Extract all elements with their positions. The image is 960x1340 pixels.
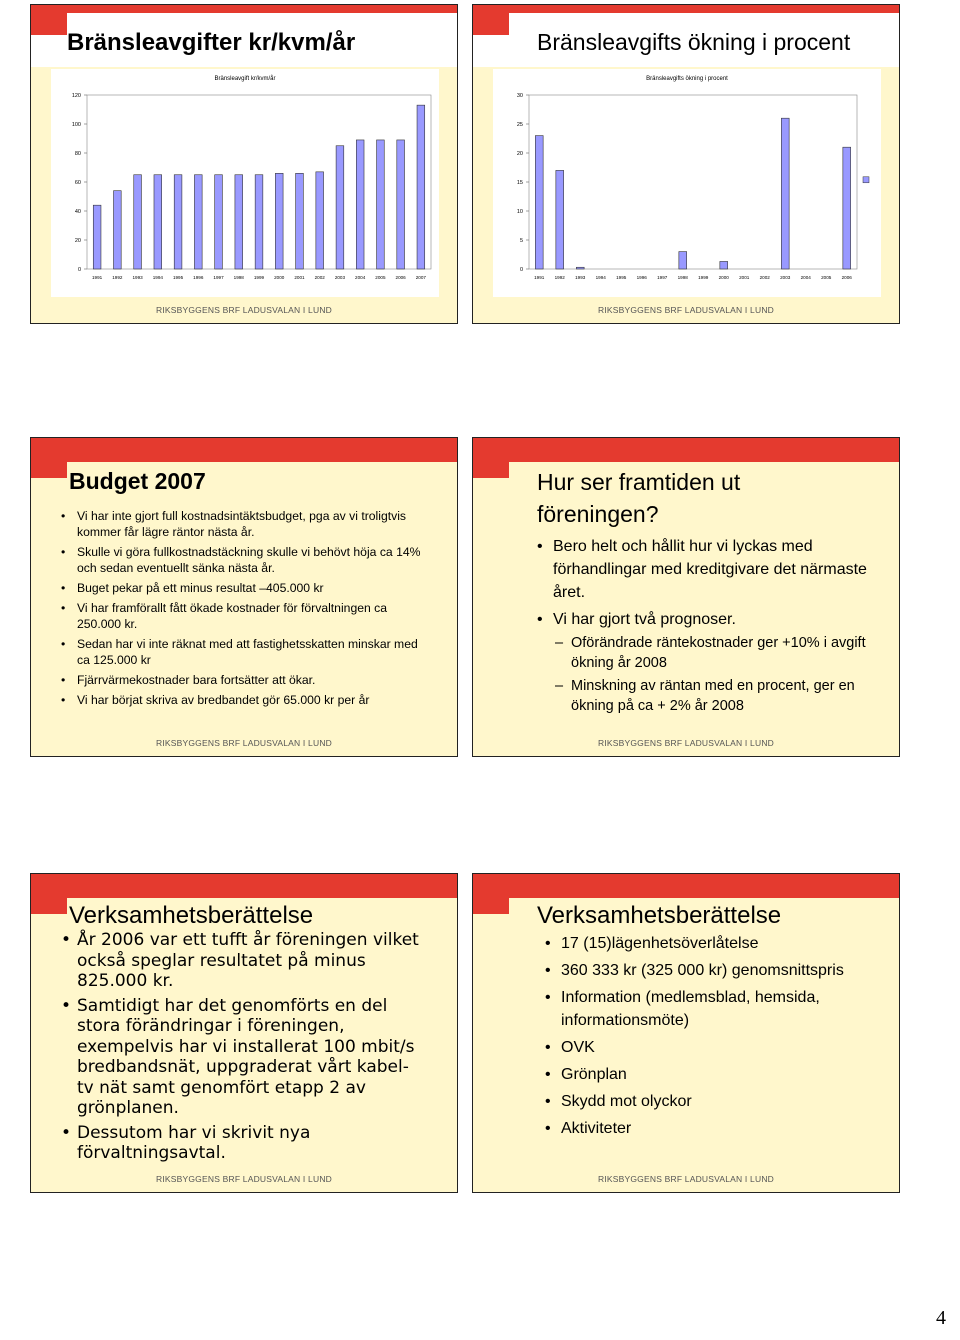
red-bar bbox=[473, 874, 899, 898]
y-tick-label: 40 bbox=[74, 209, 81, 215]
slide-fuel-increase bbox=[472, 4, 900, 324]
chart-area bbox=[51, 69, 439, 297]
bullet-list bbox=[59, 508, 429, 712]
x-tick-label: 1995 bbox=[172, 275, 184, 280]
y-tick-label: 20 bbox=[516, 151, 523, 157]
x-tick-label: 1991 bbox=[534, 275, 545, 280]
list-item: • Skulle vi göra fullkostnadstäckning skulle vi behövt höja ca 14% och sedan eventuellt sänka nästa år. bbox=[59, 544, 429, 576]
x-tick-label: 2000 bbox=[274, 275, 285, 280]
x-tick-label: 1999 bbox=[253, 275, 265, 280]
plot-area bbox=[529, 95, 857, 269]
slide-title: Bränsleavgifts ökning i procent bbox=[537, 29, 851, 55]
slide-footer: RIKSBYGGENS BRF LADUSVALAN I LUND bbox=[155, 738, 332, 748]
y-tick-label: 0 bbox=[77, 267, 81, 273]
slide-fuel-fee bbox=[30, 4, 458, 324]
red-bar bbox=[31, 874, 457, 898]
slide-footer: RIKSBYGGENS BRF LADUSVALAN I LUND bbox=[155, 1174, 332, 1184]
slide-title: Hur ser framtiden ut föreningen? bbox=[537, 469, 741, 527]
bar-2001 bbox=[296, 173, 304, 269]
list-item: • Skydd mot olyckor bbox=[543, 1090, 899, 1113]
bar-1995 bbox=[174, 175, 182, 269]
bar-1993 bbox=[576, 267, 584, 269]
bar-1994 bbox=[154, 175, 162, 269]
x-tick-label: 2006 bbox=[395, 275, 406, 280]
y-tick-label: 30 bbox=[516, 93, 523, 99]
slide-annual-report-1 bbox=[30, 873, 458, 1193]
bar-1998 bbox=[679, 252, 687, 269]
slide-footer: RIKSBYGGENS BRF LADUSVALAN I LUND bbox=[597, 305, 774, 315]
chart-title: Bränsleavgifts ökning i procent bbox=[646, 76, 728, 82]
list-item: • Buget pekar på ett minus resultat –405.000 kr bbox=[59, 580, 429, 596]
bar-1992 bbox=[114, 191, 122, 269]
bullet-list bbox=[543, 932, 899, 1140]
bar-2005 bbox=[377, 140, 385, 269]
x-tick-label: 2007 bbox=[415, 275, 426, 280]
x-tick-label: 1994 bbox=[595, 275, 606, 280]
slide-title: Verksamhetsberättelse bbox=[537, 902, 782, 929]
red-bar bbox=[473, 5, 899, 13]
bar-1998 bbox=[235, 175, 243, 269]
slide-future bbox=[472, 437, 900, 757]
slide-annual-report-2 bbox=[472, 873, 900, 1193]
x-tick-label: 1993 bbox=[132, 275, 143, 280]
chart-area bbox=[493, 69, 881, 297]
bar-2002 bbox=[316, 172, 324, 269]
chart-title: Bränsleavgift kr/kvm/år bbox=[214, 76, 276, 82]
x-tick-label: 2005 bbox=[375, 275, 386, 280]
x-tick-label: 1994 bbox=[152, 275, 163, 280]
slide-title: Verksamhetsberättelse bbox=[69, 902, 314, 929]
x-tick-label: 1996 bbox=[636, 275, 647, 280]
x-tick-label: 2004 bbox=[355, 275, 366, 280]
red-corner bbox=[473, 438, 509, 478]
legend-swatch bbox=[863, 177, 869, 183]
bar-2000 bbox=[275, 173, 283, 269]
red-bar bbox=[31, 5, 457, 13]
y-tick-label: 0 bbox=[519, 267, 523, 273]
x-tick-label: 1998 bbox=[677, 275, 688, 280]
list-item: • 17 (15)lägenhetsöverlåtelse bbox=[543, 932, 899, 955]
bar-2006 bbox=[843, 147, 851, 269]
bar-2003 bbox=[336, 146, 344, 269]
y-tick-label: 120 bbox=[71, 93, 81, 99]
list-item: • Sedan har vi inte räknat med att fastighetsskatten minskar med ca 125.000 kr bbox=[59, 636, 429, 668]
slide-footer: RIKSBYGGENS BRF LADUSVALAN I LUND bbox=[597, 738, 774, 748]
bar-1993 bbox=[134, 175, 142, 269]
list-item: • Samtidigt har det genomförts en del stora förändringar i föreningen, exempelvis har vi installerat 100 mbit/s bredbandsnät, uppgraderat vårt kabel-tv nät samt genomfört etapp 2 av grönplanen. bbox=[59, 996, 419, 1119]
red-corner bbox=[473, 874, 509, 914]
list-item: • År 2006 var ett tufft år föreningen vilket också speglar resultatet på minus 825.000 kr. bbox=[59, 930, 419, 992]
list-item: • Fjärrvärmekostnader bara fortsätter att ökar. bbox=[59, 672, 429, 688]
y-tick-label: 100 bbox=[71, 122, 81, 128]
x-tick-label: 1991 bbox=[92, 275, 103, 280]
y-tick-label: 5 bbox=[519, 238, 523, 244]
red-corner bbox=[31, 438, 67, 478]
x-tick-label: 2003 bbox=[334, 275, 346, 280]
list-item: • Bero helt och hållit hur vi lyckas med förhandlingar med kreditgivare det närmaste året. bbox=[535, 535, 885, 604]
bar-2000 bbox=[720, 261, 728, 269]
list-item: • Vi har gjort två prognoser. bbox=[535, 608, 885, 631]
red-bar bbox=[31, 438, 457, 462]
x-tick-label: 1999 bbox=[698, 275, 709, 280]
list-item: • Grönplan bbox=[543, 1063, 899, 1086]
slide-title: Bränsleavgifter kr/kvm/år bbox=[67, 29, 356, 56]
y-tick-label: 15 bbox=[516, 180, 523, 186]
x-tick-label: 1997 bbox=[657, 275, 668, 280]
x-tick-label: 2006 bbox=[841, 275, 852, 280]
bar-1999 bbox=[255, 175, 263, 269]
y-tick-label: 60 bbox=[74, 180, 81, 186]
bullet-list bbox=[535, 535, 885, 716]
bar-2003 bbox=[781, 118, 789, 269]
x-tick-label: 1996 bbox=[193, 275, 204, 280]
list-item: • Vi har inte gjort full kostnadsintäktsbudget, pga av vi troligtvis kommer får lägre räntor nästa år. bbox=[59, 508, 429, 540]
red-corner bbox=[31, 5, 67, 35]
fuel-fee-bar-chart bbox=[51, 69, 439, 297]
red-bar bbox=[473, 438, 899, 462]
y-tick-label: 20 bbox=[74, 238, 81, 244]
slide-title: Budget 2007 bbox=[69, 468, 206, 494]
list-item: • Dessutom har vi skrivit nya förvaltningsavtal. bbox=[59, 1123, 419, 1164]
slide-footer: RIKSBYGGENS BRF LADUSVALAN I LUND bbox=[155, 305, 332, 315]
x-tick-label: 1992 bbox=[554, 275, 565, 280]
list-item: • Aktiviteter bbox=[543, 1117, 899, 1140]
x-tick-label: 2005 bbox=[821, 275, 832, 280]
bar-1997 bbox=[215, 175, 223, 269]
x-tick-label: 2003 bbox=[780, 275, 791, 280]
x-tick-label: 2001 bbox=[739, 275, 750, 280]
fuel-increase-bar-chart bbox=[493, 69, 881, 297]
x-tick-label: 2004 bbox=[800, 275, 811, 280]
x-tick-label: 2002 bbox=[759, 275, 770, 280]
x-tick-label: 1995 bbox=[616, 275, 627, 280]
page-number: 4 bbox=[936, 1307, 946, 1329]
y-tick-label: 10 bbox=[516, 209, 523, 215]
bar-1991 bbox=[535, 136, 543, 269]
list-item: • 360 333 kr (325 000 kr) genomsnittspris bbox=[543, 959, 899, 982]
list-item: • Vi har framförallt fått ökade kostnader för förvaltningen ca 250.000 kr. bbox=[59, 600, 429, 632]
bar-2004 bbox=[356, 140, 364, 269]
y-tick-label: 25 bbox=[516, 122, 523, 128]
x-tick-label: 2002 bbox=[314, 275, 325, 280]
sub-list-item: – Oförändrade räntekostnader ger +10% i avgift ökning år 2008 bbox=[535, 633, 885, 673]
bar-1991 bbox=[93, 205, 101, 269]
x-tick-label: 1998 bbox=[233, 275, 244, 280]
list-item: • Vi har börjat skriva av bredbandet gör 65.000 kr per år bbox=[59, 692, 429, 708]
x-tick-label: 1997 bbox=[213, 275, 224, 280]
list-item: • Information (medlemsblad, hemsida, informationsmöte) bbox=[543, 986, 899, 1032]
list-item: • OVK bbox=[543, 1036, 899, 1059]
x-tick-label: 2000 bbox=[718, 275, 729, 280]
red-corner bbox=[31, 874, 67, 914]
x-tick-label: 1993 bbox=[575, 275, 586, 280]
x-tick-label: 2001 bbox=[294, 275, 305, 280]
bar-2006 bbox=[397, 140, 405, 269]
bar-1992 bbox=[556, 170, 564, 269]
bar-1996 bbox=[194, 175, 202, 269]
slide-footer: RIKSBYGGENS BRF LADUSVALAN I LUND bbox=[597, 1174, 774, 1184]
red-corner bbox=[473, 5, 509, 35]
y-tick-label: 80 bbox=[74, 151, 81, 157]
bullet-list bbox=[59, 930, 419, 1164]
x-tick-label: 1992 bbox=[112, 275, 123, 280]
bar-2007 bbox=[417, 105, 425, 269]
sub-list-item: – Minskning av räntan med en procent, ger en ökning på ca + 2% år 2008 bbox=[535, 676, 885, 716]
slide-budget-2007 bbox=[30, 437, 458, 757]
